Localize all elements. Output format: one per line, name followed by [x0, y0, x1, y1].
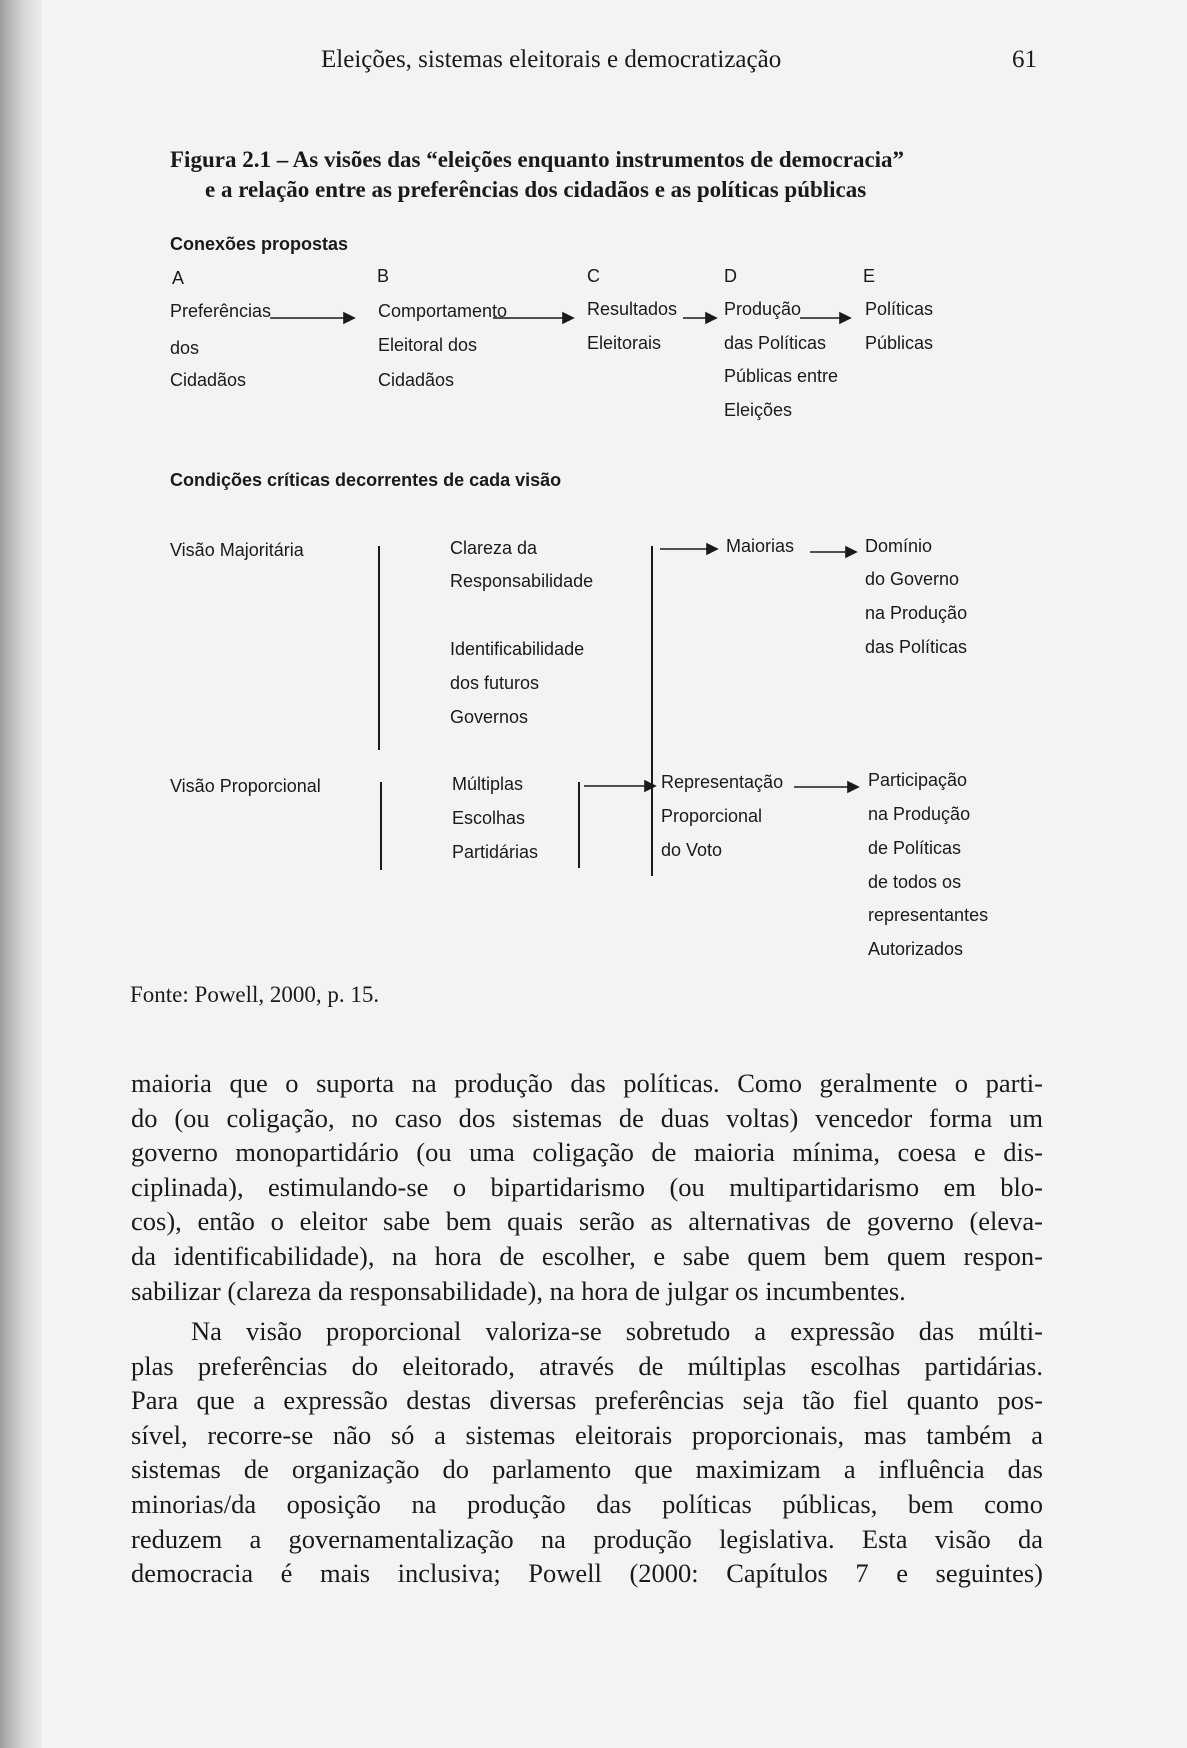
paragraph-2-line: plas preferências do eleitorado, através de múltiplas escolhas partidárias. — [131, 1350, 1043, 1381]
col-a-line-1: Preferências — [170, 301, 272, 321]
paragraph-2-line: sível, recorre-se não só a sistemas eleitorais proporcionais, mas também a — [131, 1419, 1043, 1450]
paragraph-1-line: do (ou coligação, no caso dos sistemas de duas voltas) vencedor forma um — [131, 1102, 1043, 1133]
maj-outcome-2: do Governo — [865, 569, 960, 589]
maj-outcome-4: das Políticas — [865, 637, 968, 657]
page-number: 61 — [1012, 46, 1037, 73]
maj-condition-1: Clareza da — [450, 538, 538, 558]
majoritarian-view-label: Visão Majoritária — [170, 540, 304, 560]
figure-caption-line-1: Figura 2.1 – As visões das “eleições enquanto instrumentos de democracia” — [170, 147, 905, 172]
prop-outcome-1: Participação — [868, 770, 968, 790]
maj-condition-5: Governos — [450, 707, 529, 727]
prop-outcome-3: de Políticas — [868, 838, 962, 858]
prop-outcome-5: representantes — [868, 905, 989, 925]
column-letter-a: A — [172, 268, 185, 288]
col-b-line-3: Cidadãos — [378, 370, 455, 390]
maj-outcome-3: na Produção — [865, 603, 968, 623]
arrow-prop-result-to-outcome — [848, 782, 858, 792]
column-letter-b: B — [377, 266, 390, 286]
paragraph-2-line: Para que a expressão destas diversas preferências seja tão fiel quanto pos- — [131, 1385, 1043, 1416]
prop-outcome-6: Autorizados — [868, 939, 964, 959]
paragraph-2-line: minorias/da oposição na produção das políticas públicas, bem como — [131, 1488, 1043, 1519]
col-a-line-2: dos — [170, 338, 200, 358]
paragraph-1-line: da identificabilidade), na hora de escolher, e sabe quem bem quem respon- — [131, 1240, 1043, 1271]
maj-condition-3: Identificabilidade — [450, 639, 585, 659]
prop-result-3: do Voto — [661, 840, 723, 860]
col-a-line-3: Cidadãos — [170, 370, 247, 390]
col-b-line-1: Comportamento — [378, 301, 508, 321]
prop-result-1: Representação — [661, 772, 784, 792]
column-letter-e: E — [863, 266, 876, 286]
prop-result-2: Proporcional — [661, 806, 763, 826]
col-d-line-4: Eleições — [724, 400, 793, 420]
maj-condition-2: Responsabilidade — [450, 571, 594, 591]
paragraph-2-line: sistemas de organização do parlamento que maximizam a influência das — [131, 1454, 1043, 1485]
col-d-line-1: Produção — [724, 299, 802, 319]
arrow-b-to-c — [563, 313, 573, 323]
paragraph-1-line: sabilizar (clareza da responsabilidade), na hora de julgar os incumbentes. — [131, 1275, 906, 1306]
prop-condition-1: Múltiplas — [452, 774, 524, 794]
maj-outcome-1: Domínio — [865, 536, 933, 556]
col-b-line-2: Eleitoral dos — [378, 335, 478, 355]
arrow-d-to-e — [840, 313, 850, 323]
arrow-maj-to-result — [707, 544, 717, 554]
arrow-a-to-b — [344, 313, 354, 323]
col-c-line-2: Eleitorais — [587, 333, 662, 353]
figure-caption-line-2: e a relação entre as preferências dos cidadãos e as políticas públicas — [205, 177, 867, 202]
prop-outcome-2: na Produção — [868, 804, 971, 824]
prop-condition-2: Escolhas — [452, 808, 526, 828]
col-c-line-1: Resultados — [587, 299, 678, 319]
col-d-line-3: Públicas entre — [724, 366, 839, 386]
paragraph-1-line: cos), então o eleitor sabe bem quais serão as alternativas de governo (eleva- — [131, 1206, 1043, 1237]
maj-condition-4: dos futuros — [450, 673, 540, 693]
arrow-maj-result-to-outcome — [846, 547, 856, 557]
column-letter-d: D — [724, 266, 737, 286]
figure-source: Fonte: Powell, 2000, p. 15. — [130, 982, 380, 1007]
paragraph-2-line: reduzem a governamentalização na produção legislativa. Esta visão da — [131, 1523, 1043, 1554]
col-e-line-2: Públicas — [865, 333, 934, 353]
column-letter-c: C — [587, 266, 600, 286]
section-title-proposed-connections: Conexões propostas — [170, 234, 349, 254]
paragraph-2-line: democracia é mais inclusiva; Powell (2000: Capítulos 7 e seguintes) — [131, 1558, 1043, 1589]
maj-result: Maiorias — [726, 536, 795, 556]
body-paragraph-1 — [131, 1066, 1043, 1308]
paragraph-1-line: governo monopartidário (ou uma coligação de maioria mínima, coesa e dis- — [131, 1137, 1043, 1168]
arrow-prop-to-result — [645, 781, 655, 791]
proportional-view-label: Visão Proporcional — [170, 776, 321, 796]
paragraph-2-line: Na visão proporcional valoriza-se sobretudo a expressão das múlti- — [191, 1316, 1043, 1346]
arrow-c-to-d — [706, 313, 716, 323]
body-paragraph-2 — [131, 1314, 1043, 1591]
prop-outcome-4: de todos os — [868, 872, 962, 892]
col-d-line-2: das Políticas — [724, 333, 827, 353]
running-header: Eleições, sistemas eleitorais e democratização — [321, 46, 782, 73]
paragraph-1-line: ciplinada), estimulando-se o bipartidarismo (ou multipartidarismo em blo- — [131, 1171, 1043, 1202]
prop-condition-3: Partidárias — [452, 842, 539, 862]
paragraph-1-line: maioria que o suporta na produção das políticas. Como geralmente o parti- — [131, 1068, 1043, 1098]
section-title-critical-conditions: Condições críticas decorrentes de cada visão — [170, 470, 562, 490]
col-e-line-1: Políticas — [865, 299, 934, 319]
